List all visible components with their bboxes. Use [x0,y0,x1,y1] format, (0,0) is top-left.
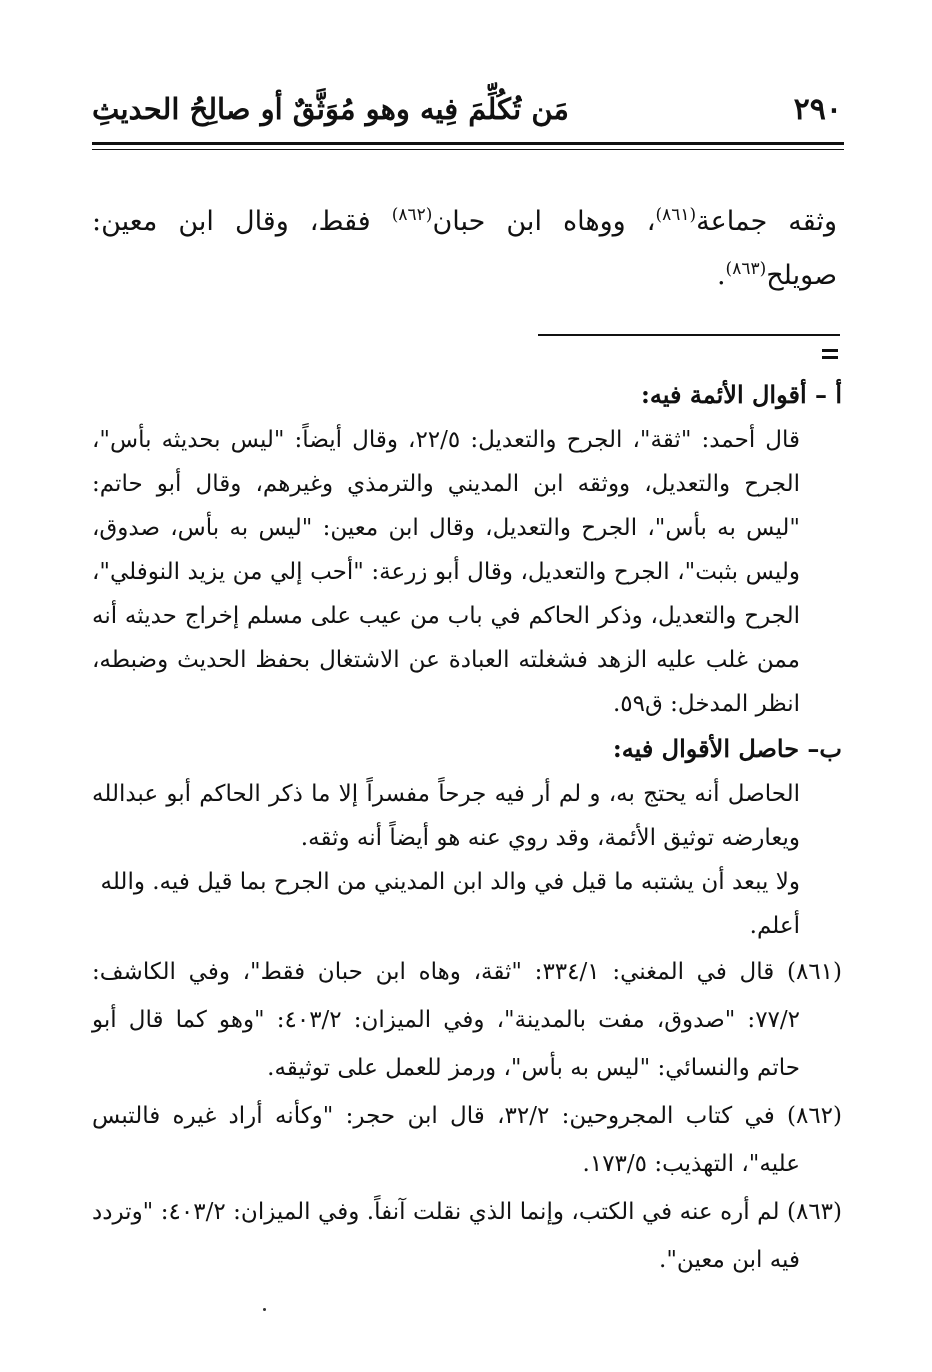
footnote-863: (٨٦٣) لم أره عنه في الكتب، وإنما الذي نقلت آنفاً. وفي الميزان: ٤٠٣/٢: "وتردد فيه ابن معين". [92,1199,843,1273]
footnote-ref-863[interactable]: (٨٦٣) [725,259,767,279]
main-text-part-2: ، ووهاه ابن حبان [432,206,656,237]
footnote-ref-862[interactable]: (٨٦٢) [391,205,433,225]
main-text-part-1: وثقه جماعة [696,206,837,237]
print-speck [263,1308,266,1311]
footnote-separator [538,334,840,336]
header-rule-thin [92,149,844,150]
section-a-text: قال أحمد: "ثقة"، الجرح والتعديل: ٢٢/٥، وقال أيضاً: "ليس بحديثه بأس"، الجرح والتعديل، ووثقه ابن المديني والترمذي وغيرهم، وقال أبو حاتم: "ليس به بأس"، الجرح والتعديل، وقال ابن معين: "ليس به بأس، صدوق، وليس بثبت"، الجرح والتعديل، وقال أبو زرعة: "أحب إلي من يزيد النوفلي"، الجرح والتعديل، وذكر الحاكم في باب من عيب على مسلم إخراج حديثه أنه ممن غلب عليه الزهد فشغلته العبادة عن الاشتغال بحفظ الحديث وضبطه، انظر المدخل: ق٥٩. [92,427,800,717]
running-title: مَن تُكُلِّمَ فِيه وهو مُوَثَّقٌ أو صالِحُ الحديثِ [92,92,569,126]
main-text-part-3: فقط، وقال ابن معين: صويلح [92,206,837,291]
page-number: ٢٩٠ [793,92,842,127]
section-b-text: الحاصل أنه يحتج به، و لم أر فيه جرحاً مفسراً إلا ما ذكر الحاكم أبو عبدالله ويعارضه توثيق الأئمة، وقد روي عنه هو أيضاً أنه وثقه. [92,781,800,851]
page-header [92,92,842,132]
footnote-862: (٨٦٢) في كتاب المجروحين: ٣٢/٢، قال ابن حجر: "وكأنه أراد غيره فالتبس عليه"، التهذيب: ١٧٣/٥. [92,1103,843,1177]
section-a-heading: أ – أقوال الأئمة فيه: [641,380,842,409]
main-text [92,195,837,303]
header-rule-thick [92,142,844,145]
footnote-861: (٨٦١) قال في المغني: ٣٣٤/١: "ثقة، وهاه ابن حبان فقط"، وفي الكاشف: ٧٧/٢: "صدوق، مفت بالمدينة"، وفي الميزان: ٤٠٣/٢: "وهو كما قال أبو حاتم والنسائي: "ليس به بأس"، ورمز للعمل على توثيقه. [92,959,843,1081]
notes-section [92,372,842,1284]
section-b-heading: ب– حاصل الأقوال فيه: [612,734,842,763]
footnote-ref-861[interactable]: (٨٦١) [655,205,697,225]
continuation-mark [822,349,838,363]
main-text-end: . [716,260,726,291]
section-b-note: ولا يبعد أن يشتبه ما قيل في والد ابن المديني من الجرح بما قيل فيه. والله أعلم. [100,869,800,939]
